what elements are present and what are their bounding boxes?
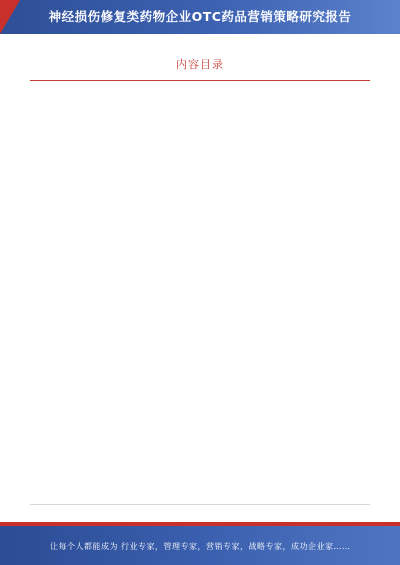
toc-page <box>22 34 378 522</box>
page-bottom-rule <box>30 504 370 505</box>
report-title: 神经损伤修复类药物企业OTC药品营销策略研究报告 <box>48 9 352 24</box>
page-footer <box>0 522 400 565</box>
toc-heading: 内容目录 <box>176 58 224 71</box>
toc-heading-rule <box>30 80 370 81</box>
footer-slogan: 让每个人都能成为 行业专家，管理专家，营销专家，战略专家，成功企业家…… <box>50 542 351 551</box>
footer-accent-band <box>0 522 400 526</box>
toc-entries-area <box>30 86 370 496</box>
report-header <box>0 0 400 34</box>
